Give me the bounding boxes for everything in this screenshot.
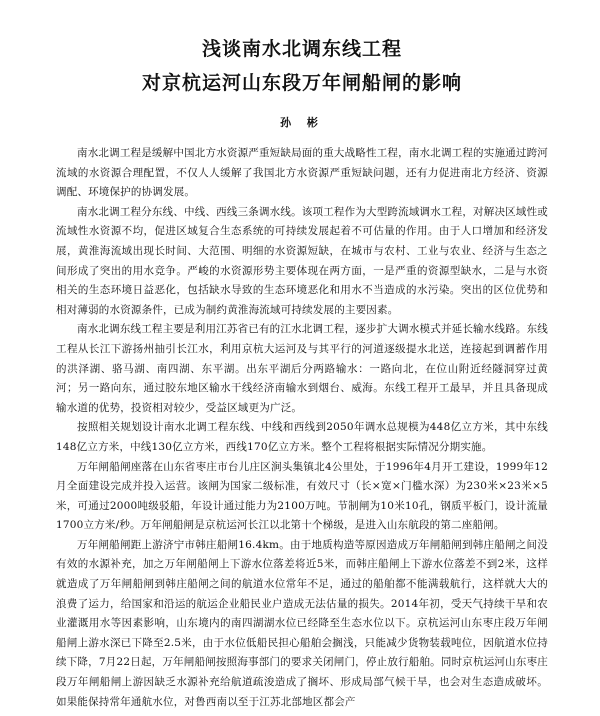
article-body	[56, 144, 548, 712]
paragraph-5: 万年闸船闸座落在山东省枣庄市台儿庄区涧头集镇北4公里处，于1996年4月开工建设，1999年12月全面建设完成并投入运营。该闸为国家二级标准，有效尺寸（长×宽×门槛水深）为230米×23米×5米，可通过2000吨级驳船，年设计通过能力为2100万吨。节制闸为10米10孔，钢质平板门，设计流量1700立方米/秒。万年闸船闸是京杭运河长江以北第十个梯级，是进入山东航段的第二座船闸。	[56, 460, 548, 532]
title-line-1: 浅谈南水北调东线工程	[201, 38, 402, 60]
paragraph-3: 南水北调东线工程主要是利用江苏省已有的江水北调工程，逐步扩大调水模式并延长输水线路。东线工程从长江下游扬州抽引长江水，利用京杭大运河及与其平行的河道逐级提水北送，连接起到调蓄作用的洪泽湖、骆马湖、南四湖、东平湖。出东平湖后分两路输水：一路向北，在位山附近经隧洞穿过黄河；另一路向东，通过胶东地区输水干线经济南输水到烟台、威海。东线工程开工最早，并且具备现成输水道的优势，投资相对较少，受益区域更为广泛。	[56, 323, 548, 414]
title-line-2: 对京杭运河山东段万年闸船闸的影响	[141, 72, 462, 94]
paragraph-1: 南水北调工程是缓解中国北方水资源严重短缺局面的重大战略性工程，南水北调工程的实施通过跨河流域的水资源合理配置，不仅人人缓解了我国北方水资源严重短缺问题，还有力促进南北方经济、资源调配、环境保护的协调发展。	[56, 147, 548, 199]
paragraph-6: 万年闸船闸距上游济宁市韩庄船闸16.4km。由于地质构造等原因造成万年闸船闸到韩庄船闸之间没有效的水源补充，加之万年闸船闸上下游水位落差将近5米，而韩庄船闸上下游水位落差不到2米，这样就造成了万年闸船闸到韩庄船闸之间的航道水位常年不足，通过的船舶都不能满载航行，这样就大大的浪费了运力，给国家和沿运的航运企业船民业户造成无法估量的损失。2014年初，受天气持续干旱和农业灌溉用水等因素影响，山东境内的南四湖湖水位已经降至生态水位以下。京杭运河山东枣庄段万年闸船闸上游水深已下降至2.5米，由于水位低船民担心船舶会搁浅，只能减少货物装载吨位，因航道水位持续下降，7月22日起，万年闸船闸按照海事部门的要求关闭闸门，停止放行船舶。同时京杭运河山东枣庄段万年闸船闸上游因缺乏水源补充给航道疏浚造成了搁坏、形成局部气候干旱，也会对生态造成破坏。如果能保持常年通航水位，对鲁西南以至于江苏北部地区都会产	[56, 538, 548, 708]
paragraph-2: 南水北调工程分东线、中线、西线三条调水线。该项工程作为大型跨流域调水工程，对解决区域性或流域性水资源不均，促进区域复合生态系统的可持续发展起着不可估量的作用。由于人口增加和经济发展，黄淮海流域出现长时间、大范围、明细的水资源短缺，在城市与农村、工业与农业、经济与生态之间形成了突出的用水竞争。严峻的水资源形势主要体现在两方面，一是严重的资源型缺水，二是与水资相关的生态环境日益恶化，包括缺水导致的生态环境恶化和用水不当造成的水污染。突出的区位优势和相对薄弱的水资源条件，已成为制约黄淮海流域可持续发展的主要因素。	[56, 205, 548, 316]
author: 孙 彬	[280, 116, 324, 129]
paragraph-4: 按照相关规划设计南水北调工程东线、中线和西线到2050年调水总规模为448亿立方米，其中东线148亿立方米，中线130亿立方米，西线170亿立方米。整个工程将根据实际情况分期实施。	[56, 421, 548, 453]
